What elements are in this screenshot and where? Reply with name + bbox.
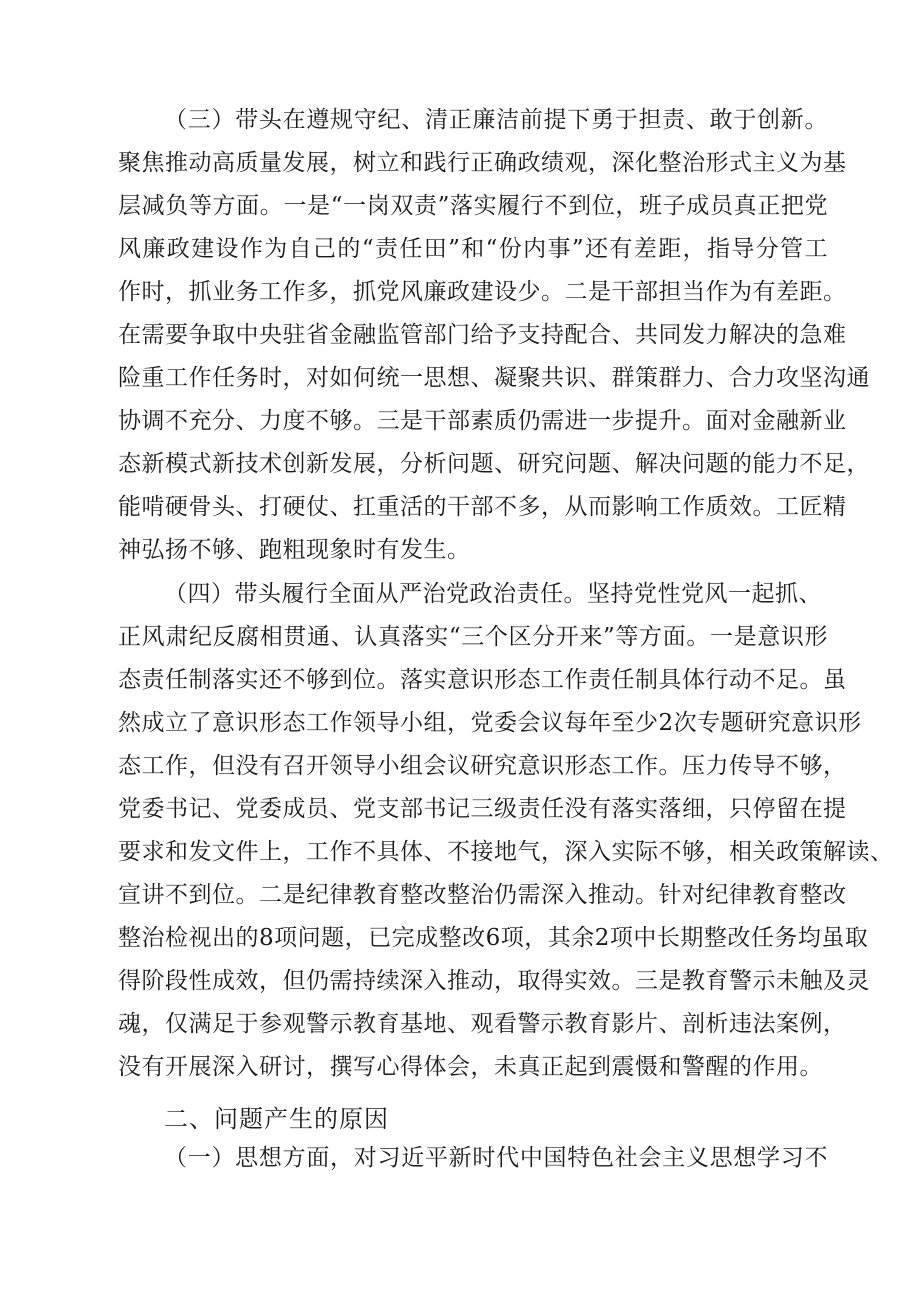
text-line: 层减负等方面。一是“一岗双责”落实履行不到位，班子成员真正把党 (118, 193, 828, 219)
text-line: 然成立了意识形态工作领导小组，党委会议每年至少2次专题研究意识形 (118, 710, 862, 736)
text-line: 党委书记、党委成员、党支部书记三级责任没有落实落细，只停留在提 (118, 796, 847, 822)
text-line: 要求和发文件上，工作不具体、不接地气，深入实际不够，相关政策解读、 (118, 839, 894, 865)
text-line: 能啃硬骨头、打硬仗、扛重活的干部不多，从而影响工作质效。工匠精 (118, 494, 847, 520)
text-line: 魂，仅满足于参观警示教育基地、观看警示教育影片、剖析违法案例， (118, 1011, 847, 1037)
text-line: 风廉政建设作为自己的“责任田”和“份内事”还有差距，指导分管工 (118, 236, 828, 262)
text-line: 没有开展深入研讨，撰写心得体会，未真正起到震慑和警醒的作用。 (118, 1054, 823, 1080)
text-line: 险重工作任务时，对如何统一思想、凝聚共识、群策群力、合力攻坚沟通 (118, 365, 870, 391)
text-line: 态责任制落实还不够到位。落实意识形态工作责任制具体行动不足。虽 (118, 667, 847, 693)
paragraph-1-heading-line: （一）思想方面，对习近平新时代中国特色社会主义思想学习不 (164, 1145, 828, 1171)
text-line: 宣讲不到位。二是纪律教育整改整治仍需深入推动。针对纪律教育整改 (118, 882, 847, 908)
text-line: 整治检视出的8项问题，已完成整改6项，其余2项中长期整改任务均虽取 (118, 925, 869, 951)
text-line: 正风肃纪反腐相贯通、认真落实“三个区分开来”等方面。一是意识形 (118, 624, 828, 650)
paragraph-4-heading-line: （四）带头履行全面从严治党政治责任。坚持党性党风一起抓、 (164, 581, 822, 607)
text-line: 作时，抓业务工作多，抓党风廉政建设少。二是干部担当作为有差距。 (118, 279, 847, 305)
section-heading: 二、问题产生的原因 (164, 1105, 389, 1133)
text-line: 态新模式新技术创新发展，分析问题、研究问题、解决问题的能力不足， (118, 451, 870, 477)
text-line: 得阶段性成效，但仍需持续深入推动，取得实效。三是教育警示未触及灵 (118, 968, 870, 994)
text-line: 神弘扬不够、跑粗现象时有发生。 (118, 537, 471, 563)
text-line: 协调不充分、力度不够。三是干部素质仍需进一步提升。面对金融新业 (118, 408, 847, 434)
paragraph-3-heading-line: （三）带头在遵规守纪、清正廉洁前提下勇于担责、敢于创新。 (164, 107, 828, 133)
text-line: 态工作，但没有召开领导小组会议研究意识形态工作。压力传导不够， (118, 753, 847, 779)
text-line: 聚焦推动高质量发展，树立和践行正确政绩观，深化整治形式主义为基 (118, 150, 847, 176)
text-line: 在需要争取中央驻省金融监管部门给予支持配合、共同发力解决的急难 (118, 322, 847, 348)
